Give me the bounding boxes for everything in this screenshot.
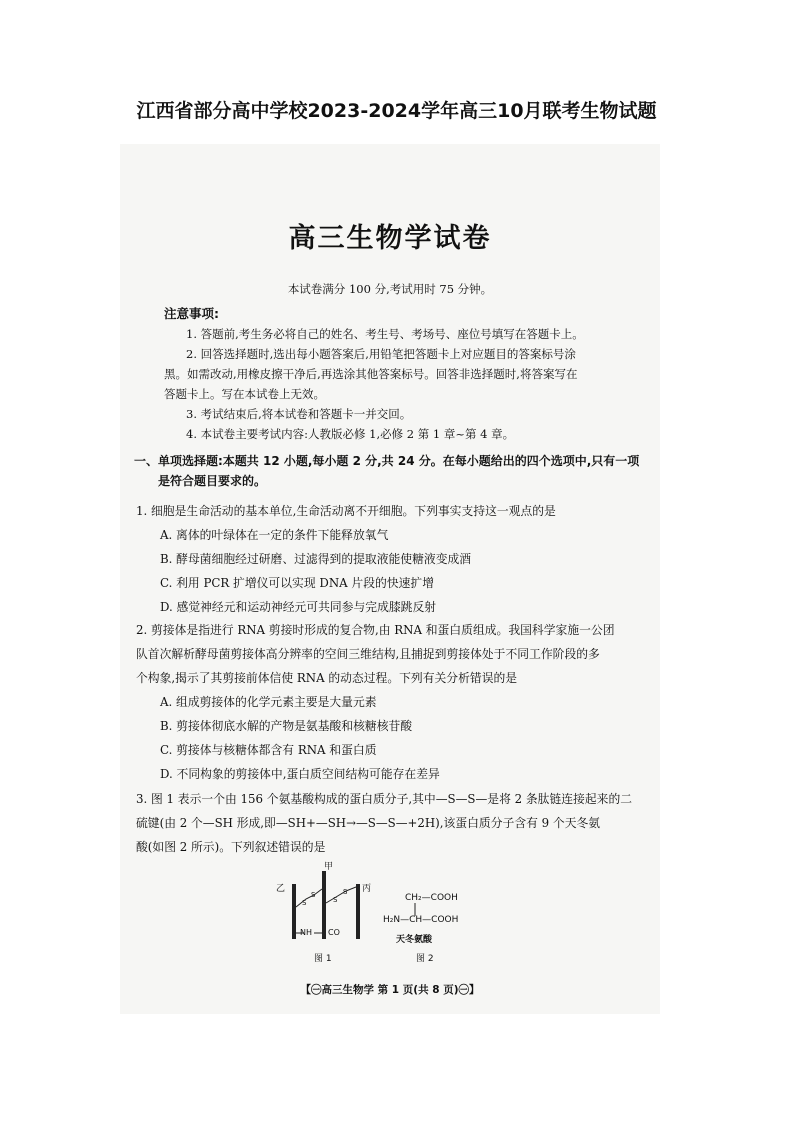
notice-item: 黑。如需改动,用橡皮擦干净后,再选涂其他答案标号。回答非选择题时,将答案写在 <box>164 367 578 381</box>
figure-2-bond-line <box>410 903 420 917</box>
label-nh: NH <box>300 928 312 937</box>
option-b: B. 剪接体彻底水解的产物是氨基酸和核糖核苷酸 <box>160 719 413 733</box>
notice-item: 3. 考试结束后,将本试卷和答题卡一并交回。 <box>186 407 412 421</box>
disulfide-bond-right <box>326 887 356 903</box>
chain-yi <box>292 884 296 939</box>
chain-bing <box>356 884 360 939</box>
question-stem: 个构象,揭示了其剪接前体信使 RNA 的动态过程。下列有关分析错误的是 <box>136 671 518 685</box>
scanned-exam-page <box>120 144 660 1014</box>
notice-item: 4. 本试卷主要考试内容:人教版必修 1,必修 2 第 1 章~第 4 章。 <box>186 427 515 441</box>
option-b: B. 酵母菌细胞经过研磨、过滤得到的提取液能使糖液变成酒 <box>160 552 472 566</box>
question-2 <box>136 618 650 786</box>
sulfur-atom: S <box>311 891 316 899</box>
question-3 <box>136 787 650 859</box>
chain-jia <box>322 871 326 939</box>
notice-heading: 注意事项: <box>164 306 219 321</box>
sulfur-atom: S <box>302 899 307 907</box>
question-stem: 3. 图 1 表示一个由 156 个氨基酸构成的蛋白质分子,其中—S—S—是将 2 条肽链连接起来的二 <box>136 792 633 806</box>
label-jia: 甲 <box>324 862 334 872</box>
section-heading-line: 一、单项选择题:本题共 12 小题,每小题 2 分,共 24 分。在每小题给出的四个选项中,只有一项 <box>134 454 640 468</box>
section-heading <box>134 451 650 491</box>
exam-title: 高三生物学试卷 <box>288 223 492 254</box>
section-heading-line: 是符合题目要求的。 <box>158 474 267 488</box>
page-footer: 【㊀高三生物学 第 1 页(共 8 页)㊀】 <box>300 984 480 996</box>
option-c: C. 剪接体与核糖体都含有 RNA 和蛋白质 <box>160 743 377 757</box>
notice-item: 2. 回答选择题时,选出每小题答案后,用铅笔把答题卡上对应题目的答案标号涂 <box>186 347 576 361</box>
aspartic-backbone: H₂N—CH—COOH <box>383 915 459 925</box>
question-1 <box>136 499 650 619</box>
question-stem: 硫键(由 2 个—SH 形成,即—SH+—SH→—S—S—+2H),该蛋白质分子含有 9 个天冬氨 <box>136 816 601 830</box>
sulfur-atom: S <box>333 896 338 904</box>
notice-item: 1. 答题前,考生务必将自己的姓名、考生号、考场号、座位号填写在答题卡上。 <box>186 327 584 341</box>
option-a: A. 组成剪接体的化学元素主要是大量元素 <box>160 695 377 709</box>
aspartic-acid-name: 天冬氨酸 <box>396 935 433 945</box>
option-a: A. 离体的叶绿体在一定的条件下能释放氧气 <box>160 528 389 542</box>
label-co: CO <box>328 928 340 937</box>
question-stem: 酸(如图 2 所示)。下列叙述错误的是 <box>136 840 326 854</box>
disulfide-bond-left <box>296 889 322 907</box>
figure-1-diagram <box>270 859 380 954</box>
figure-1-caption: 图 1 <box>314 954 332 964</box>
option-d: D. 不同构象的剪接体中,蛋白质空间结构可能存在差异 <box>160 767 440 781</box>
label-bing: 丙 <box>362 884 372 894</box>
protein-figures <box>270 859 500 969</box>
label-yi: 乙 <box>276 884 286 894</box>
notice-item: 答题卡上。写在本试卷上无效。 <box>164 387 325 401</box>
exam-subtitle: 本试卷满分 100 分,考试用时 75 分钟。 <box>287 282 493 296</box>
question-stem: 队首次解析酵母菌剪接体高分辨率的空间三维结构,且捕捉到剪接体处于不同工作阶段的多 <box>136 647 600 661</box>
notice-list <box>164 324 614 444</box>
option-c: C. 利用 PCR 扩增仪可以实现 DNA 片段的快速扩增 <box>160 576 435 590</box>
question-stem: 2. 剪接体是指进行 RNA 剪接时形成的复合物,由 RNA 和蛋白质组成。我国科学家施一公团 <box>136 623 615 637</box>
sulfur-atom: S <box>343 888 348 896</box>
question-stem: 1. 细胞是生命活动的基本单位,生命活动离不开细胞。下列事实支持这一观点的是 <box>136 504 556 518</box>
aspartic-side-chain: CH₂—COOH <box>405 893 458 903</box>
document-header-title: 江西省部分高中学校2023-2024学年高三10月联考生物试题 <box>136 100 657 122</box>
figure-2-caption: 图 2 <box>416 954 434 964</box>
option-d: D. 感觉神经元和运动神经元可共同参与完成膝跳反射 <box>160 600 437 614</box>
